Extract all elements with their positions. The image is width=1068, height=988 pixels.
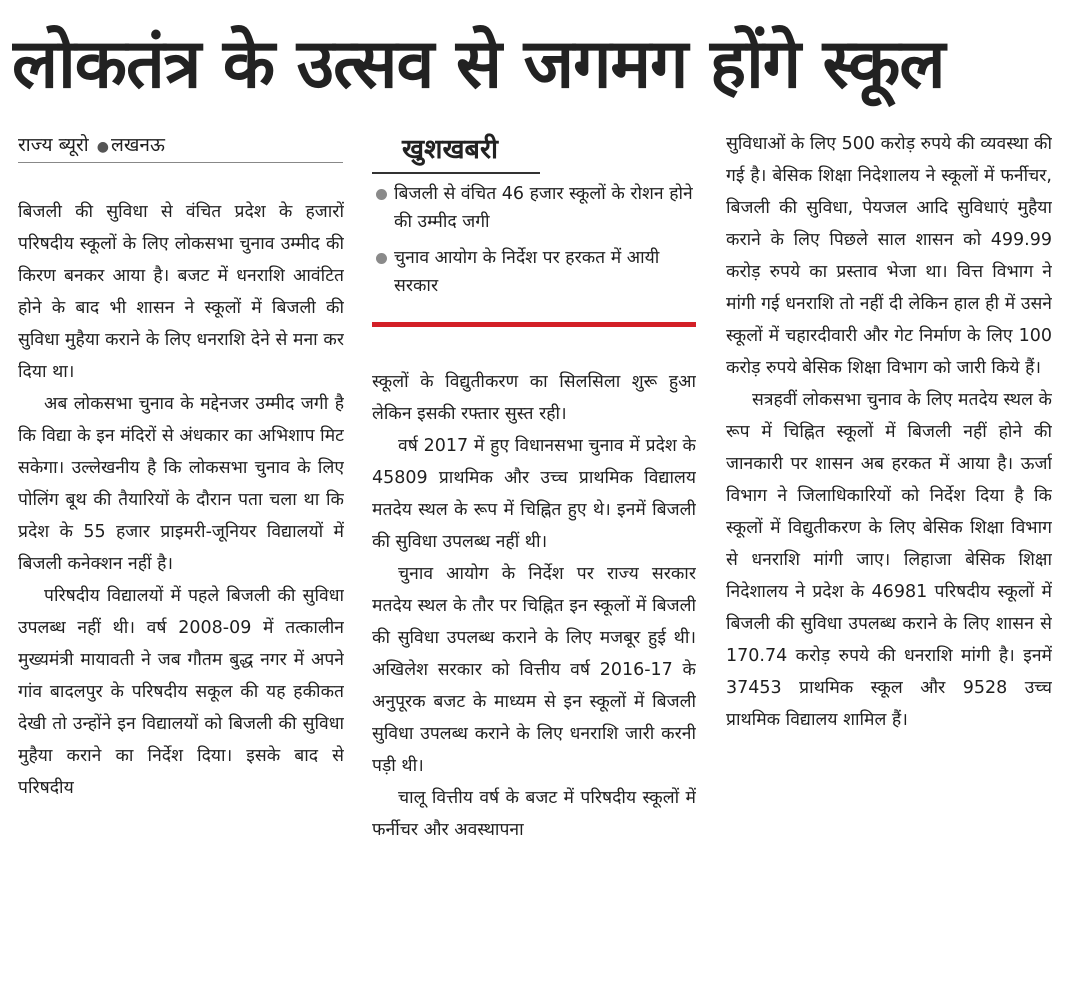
headline: लोकतंत्र के उत्सव से जगमग होंगे स्कूल bbox=[12, 25, 945, 104]
highlight-item bbox=[372, 180, 696, 236]
red-divider bbox=[372, 322, 696, 327]
highlight-box bbox=[372, 128, 696, 332]
paragraph: बिजली की सुविधा से वंचित प्रदेश के हजारों परिषदीय स्कूलों के लिए लोकसभा चुनाव उम्मीद की किरण बनकर आया है। बजट में धनराशि आवंटित होने के बाद भी शासन ने स्कूलों में बिजली की सुविधा मुहैया कराने के लिए धनराशि देने से मना कर दिया था। bbox=[18, 202, 344, 382]
highlight-item-text: बिजली से वंचित 46 हजार स्कूलों के रोशन होने की उम्मीद जगी bbox=[394, 184, 693, 232]
highlight-item bbox=[372, 244, 696, 300]
highlight-box-title: खुशखबरी bbox=[402, 134, 498, 165]
byline-city: लखनऊ bbox=[110, 134, 165, 156]
paragraph: परिषदीय विद्यालयों में पहले बिजली की सुविधा उपलब्ध नहीं थी। वर्ष 2008-09 में तत्कालीन मुख्यमंत्री मायावती ने जब गौतम बुद्ध नगर में अपने गांव बादलपुर के परिषदीय सकूल की यह हकीकत देखी तो उन्होंने इन विद्यालयों को बिजली की सुविधा मुहैया कराने का निर्देश दिया। इसके बाद से परिषदीय bbox=[18, 586, 344, 798]
byline-separator: ● bbox=[96, 139, 109, 155]
byline-bureau: राज्य ब्यूरो bbox=[18, 134, 89, 156]
bullet-icon bbox=[376, 189, 387, 200]
bullet-icon bbox=[376, 253, 387, 264]
article-column-3 bbox=[726, 128, 1052, 976]
highlight-box-title-underline bbox=[372, 172, 540, 174]
paragraph: सुविधाओं के लिए 500 करोड़ रुपये की व्यवस्था की गई है। बेसिक शिक्षा निदेशालय ने स्कूलों में फर्नीचर, बिजली की सुविधा, पेयजल आदि सुविधाएं मुहैया कराने के लिए पिछले साल शासन को 499.99 करोड़ रुपये का प्रस्ताव भेजा था। वित्त विभाग ने मांगी गई धनराशि तो नहीं दी लेकिन हाल ही में उसने स्कूलों में चहारदीवारी और गेट निर्माण के लिए 100 करोड़ रुपये बेसिक शिक्षा विभाग को जारी किये हैं। bbox=[726, 134, 1052, 378]
paragraph: अब लोकसभा चुनाव के मद्देनजर उम्मीद जगी है कि विद्या के इन मंदिरों से अंधकार का अभिशाप मिट सकेगा। उल्लेखनीय है कि लोकसभा चुनाव के लिए पोलिंग बूथ की तैयारियों के दौरान पता चला था कि प्रदेश के 55 हजार प्राइमरी-जूनियर विद्यालयों में बिजली कनेक्शन नहीं है। bbox=[18, 394, 344, 574]
paragraph: सत्रहवीं लोकसभा चुनाव के लिए मतदेय स्थल के रूप में चिह्नित स्कूलों में बिजली नहीं होने की जानकारी पर शासन अब हरकत में आया है। ऊर्जा विभाग ने जिलाधिकारियों को निर्देश दिया है कि स्कूलों में विद्युतीकरण के लिए बेसिक शिक्षा विभाग से धनराशि मांगी जाए। लिहाजा बेसिक शिक्षा निदेशालय ने प्रदेश के 46981 परिषदीय स्कूलों में बिजली की सुविधा उपलब्ध कराने के लिए शासन से 170.74 करोड़ रुपये की धनराशि मांगी है। इनमें 37453 प्राथमिक स्कूल और 9528 उच्च प्राथमिक विद्यालय शामिल हैं। bbox=[726, 390, 1052, 730]
highlight-item-text: चुनाव आयोग के निर्देश पर हरकत में आयी सरकार bbox=[394, 248, 660, 296]
paragraph: चालू वित्तीय वर्ष के बजट में परिषदीय स्कूलों में फर्नीचर और अवस्थापना bbox=[372, 788, 696, 840]
article-column-2 bbox=[372, 366, 696, 976]
byline bbox=[18, 128, 343, 163]
article-column-1 bbox=[18, 196, 344, 976]
paragraph: चुनाव आयोग के निर्देश पर राज्य सरकार मतदेय स्थल के तौर पर चिह्नित इन स्कूलों में बिजली की सुविधा उपलब्ध कराने के लिए मजबूर हुई थी। अखिलेश सरकार को वित्तीय वर्ष 2016-17 के अनुपूरक बजट के माध्यम से इन स्कूलों में बिजली सुविधा उपलब्ध कराने के लिए धनराशि जारी करनी पड़ी थी। bbox=[372, 564, 696, 776]
paragraph: वर्ष 2017 में हुए विधानसभा चुनाव में प्रदेश के 45809 प्राथमिक और उच्च प्राथमिक विद्यालय मतदेय स्थल के रूप में चिह्नित हुए थे। इनमें बिजली की सुविधा उपलब्ध नहीं थी। bbox=[372, 436, 696, 552]
paragraph: स्कूलों के विद्युतीकरण का सिलसिला शुरू हुआ लेकिन इसकी रफ्तार सुस्त रही। bbox=[372, 372, 696, 424]
highlight-list bbox=[372, 180, 696, 308]
